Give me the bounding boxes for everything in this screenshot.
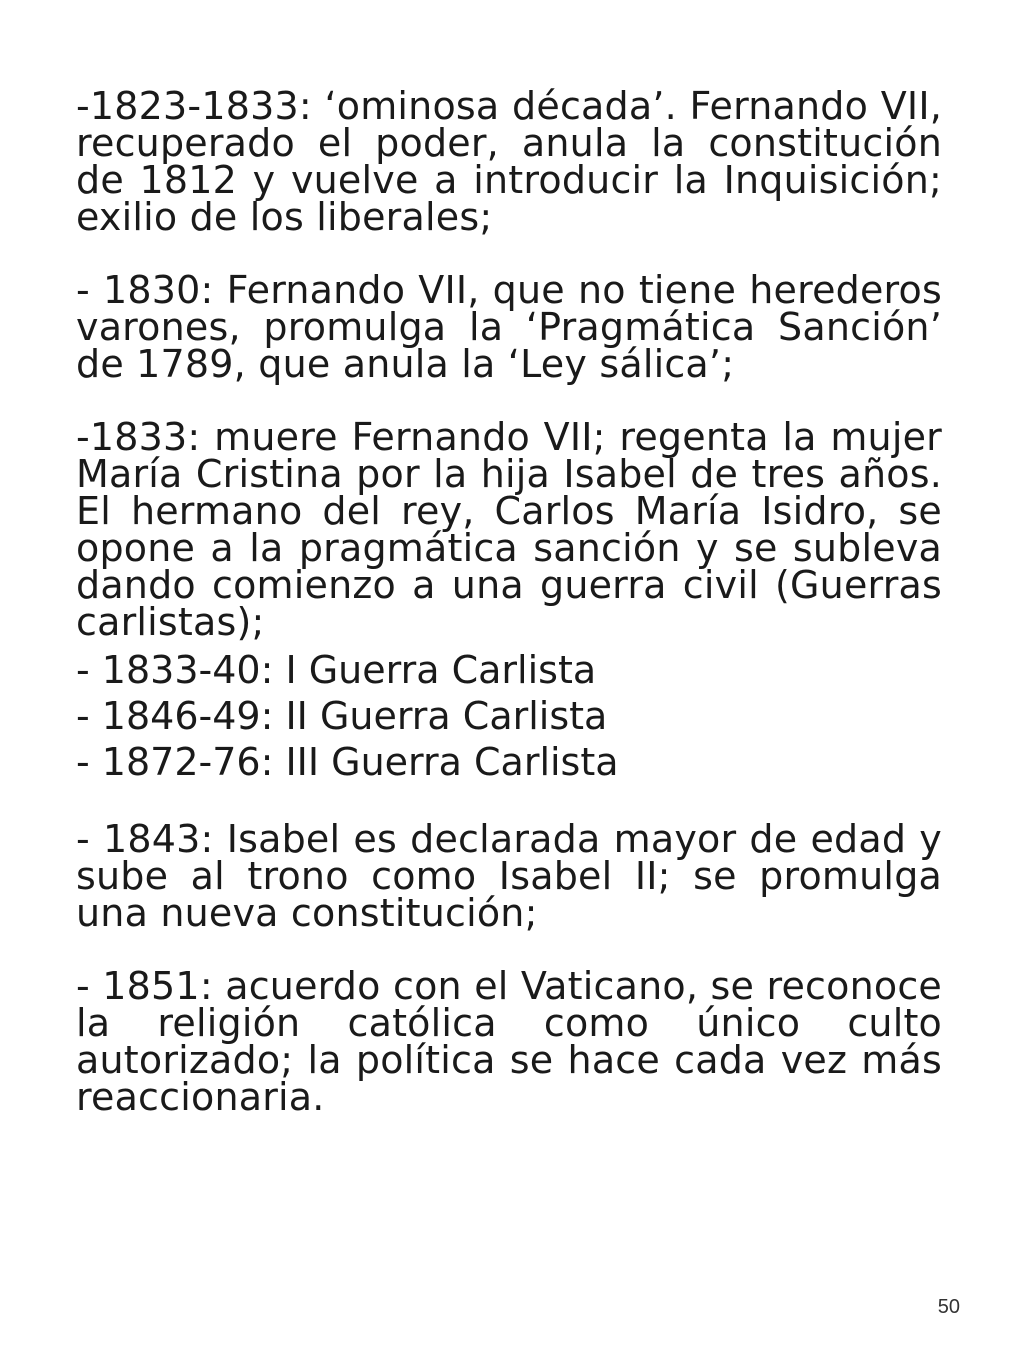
paragraph-1843: - 1843: Isabel es declarada mayor de edad y sube al trono como Isabel II; se promulga una nueva constitución; — [76, 817, 942, 935]
document-body — [76, 84, 942, 1119]
paragraph-1830: - 1830: Fernando VII, que no tiene herederos varones, promulga la ‘Pragmática Sanción’ de 1789, que anula la ‘Ley sálica’; — [76, 268, 942, 386]
paragraph-1833: -1833: muere Fernando VII; regenta la mujer María Cristina por la hija Isabel de tres años. El hermano del rey, Carlos María Isidro, se opone a la pragmática sanción y se subleva dando comienzo a una guerra civil (Guerras carlistas); — [76, 415, 942, 644]
paragraph-1823-1833: -1823-1833: ‘ominosa década’. Fernando VII, recuperado el poder, anula la constitución de 1812 y vuelve a introducir la Inquisición; exilio de los liberales; — [76, 84, 942, 239]
list-item: - 1872-76: III Guerra Carlista — [76, 740, 619, 784]
list-item: - 1833-40: I Guerra Carlista — [76, 648, 597, 692]
list-item: - 1846-49: II Guerra Carlista — [76, 694, 608, 738]
page-number: 50 — [937, 1296, 960, 1318]
carlist-wars-list — [76, 647, 942, 785]
paragraph-1851: - 1851: acuerdo con el Vaticano, se reconoce la religión católica como único culto autorizado; la política se hace cada vez más reaccionaria. — [76, 964, 942, 1119]
